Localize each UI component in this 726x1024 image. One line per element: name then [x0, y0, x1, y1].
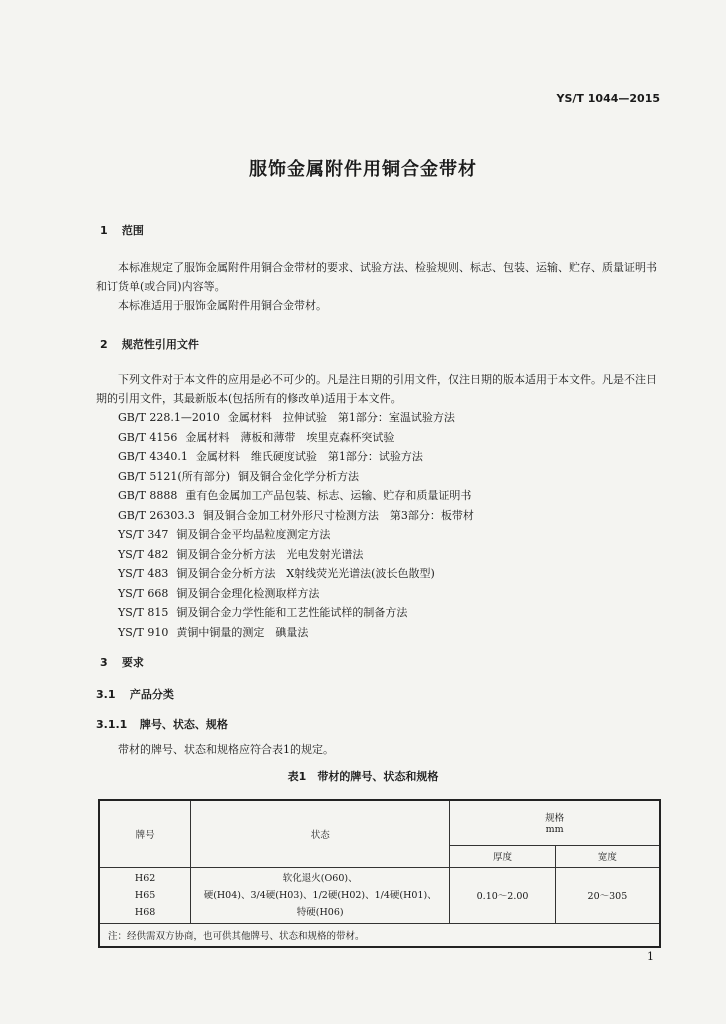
reference-item	[118, 467, 474, 487]
section-title: 产品分类	[129, 688, 174, 701]
section-number: 3.1.1	[96, 718, 128, 731]
reference-item	[118, 447, 474, 467]
reference-list	[118, 408, 474, 642]
section-1-body	[96, 258, 662, 315]
section-title: 牌号、状态、规格	[139, 718, 228, 731]
reference-title: 金属材料 薄板和薄带 埃里克森杯突试验	[185, 430, 395, 444]
grade-cell	[99, 867, 191, 923]
header-spec-unit: mm	[545, 824, 564, 836]
reference-code: GB/T 5121(所有部分)	[118, 469, 230, 483]
reference-item	[118, 564, 474, 584]
reference-item	[118, 584, 474, 604]
reference-item	[118, 623, 474, 643]
reference-item	[118, 428, 474, 448]
width-value: 20～305	[555, 867, 660, 923]
reference-title: 铜及铜合金分析方法 X射线荧光光谱法(波长色散型)	[176, 567, 435, 580]
grade-value: H68	[134, 906, 156, 918]
table-caption: 表1 带材的牌号、状态和规格	[287, 770, 439, 783]
reference-title: 铜及铜合金分析方法 光电发射光谱法	[176, 547, 364, 561]
reference-code: YS/T 815	[118, 606, 169, 619]
header-state: 状态	[191, 800, 450, 867]
section-3-1-heading	[96, 686, 174, 702]
reference-item	[118, 486, 474, 506]
reference-code: GB/T 4156	[118, 430, 178, 444]
reference-code: YS/T 347	[118, 528, 169, 541]
reference-title: 重有色金属加工产品包装、标志、运输、贮存和质量证明书	[185, 489, 472, 502]
reference-code: YS/T 668	[118, 586, 169, 600]
table-note: 注：经供需双方协商，也可供其他牌号、状态和规格的带材。	[99, 923, 660, 947]
header-width: 宽度	[555, 845, 660, 867]
reference-title: 铜及铜合金理化检测取样方法	[176, 586, 320, 600]
section-2-intro	[96, 370, 662, 408]
document-title: 服饰金属附件用铜合金带材	[249, 159, 477, 180]
section-number: 2	[100, 338, 108, 351]
section-3-heading	[100, 654, 144, 670]
section-title: 要求	[121, 656, 144, 669]
section-2-heading	[100, 336, 199, 352]
reference-item	[118, 525, 474, 545]
thickness-value: 0.10～2.00	[450, 867, 556, 923]
section-3-body	[96, 740, 662, 759]
reference-title: 铜及铜合金力学性能和工艺性能试样的制备方法	[176, 606, 408, 619]
reference-code: YS/T 910	[118, 625, 169, 639]
reference-code: GB/T 26303.3	[118, 508, 195, 522]
state-cell	[191, 867, 450, 923]
reference-code: GB/T 228.1—2010	[118, 411, 220, 424]
reference-title: 铜及铜合金平均晶粒度测定方法	[176, 528, 331, 541]
standard-number: YS/T 1044—2015	[556, 92, 660, 105]
reference-item	[118, 603, 474, 623]
reference-code: GB/T 8888	[118, 489, 178, 502]
header-thickness: 厚度	[450, 845, 556, 867]
paragraph: 本标准适用于服饰金属附件用铜合金带材。	[118, 299, 327, 312]
state-value: 软化退火(O60)、	[282, 872, 358, 884]
reference-code: YS/T 482	[118, 547, 169, 561]
section-number: 3.1	[96, 688, 116, 701]
reference-code: GB/T 4340.1	[118, 450, 188, 463]
reference-title: 铜及铜合金加工材外形尺寸检测方法 第3部分：板带材	[202, 508, 474, 522]
spec-table	[98, 799, 661, 948]
paragraph: 带材的牌号、状态和规格应符合表1的规定。	[118, 743, 334, 756]
state-value: 特硬(H06)	[296, 906, 344, 918]
state-value: 硬(H04)、3/4硬(H03)、1/2硬(H02)、1/4硬(H01)、	[203, 889, 437, 901]
section-1-heading	[100, 222, 144, 238]
section-title: 范围	[121, 224, 144, 237]
reference-title: 金属材料 维氏硬度试验 第1部分：试验方法	[195, 450, 423, 463]
section-title: 规范性引用文件	[121, 338, 199, 351]
reference-title: 金属材料 拉伸试验 第1部分：室温试验方法	[227, 411, 455, 424]
paragraph: 本标准规定了服饰金属附件用铜合金带材的要求、试验方法、检验规则、标志、包装、运输、贮存、质量证明书和订货单(或合同)内容等。	[96, 261, 657, 293]
reference-item	[118, 408, 474, 428]
grade-value: H62	[134, 872, 156, 884]
reference-title: 黄铜中铜量的测定 碘量法	[176, 625, 309, 639]
reference-title: 铜及铜合金化学分析方法	[238, 469, 359, 483]
header-spec-label: 规格	[545, 813, 565, 825]
section-number: 1	[100, 224, 108, 237]
header-grade: 牌号	[99, 800, 191, 867]
section-3-1-1-heading	[96, 716, 228, 732]
header-spec	[450, 800, 660, 845]
grade-value: H65	[134, 889, 156, 901]
reference-item	[118, 545, 474, 565]
page-number: 1	[647, 950, 654, 963]
section-number: 3	[100, 656, 108, 669]
reference-item	[118, 506, 474, 526]
reference-code: YS/T 483	[118, 567, 169, 580]
paragraph: 下列文件对于本文件的应用是必不可少的。凡是注日期的引用文件，仅注日期的版本适用于本文件。凡是不注日期的引用文件，其最新版本(包括所有的修改单)适用于本文件。	[96, 373, 657, 405]
